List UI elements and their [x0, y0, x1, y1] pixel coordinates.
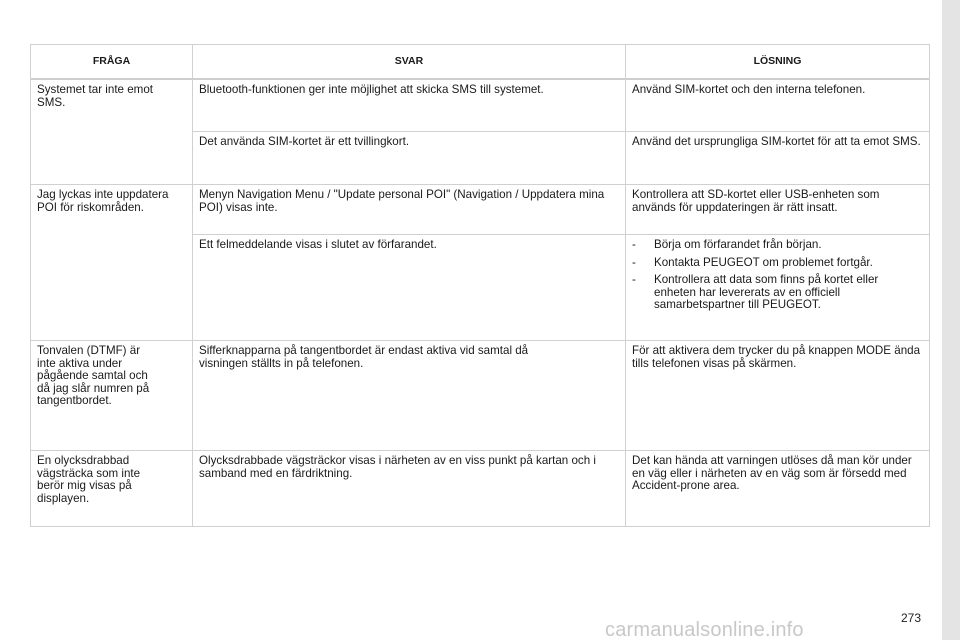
question-cell: Tonvalen (DTMF) är inte aktiva under pågående samtal och då jag slår numren på tangentbordet. [31, 341, 193, 451]
solution-cell: Använd SIM-kortet och den interna telefonen. [626, 79, 930, 132]
solution-cell: Det kan hända att varningen utlöses då man kör under en väg eller i närheten av en väg som är försedd med Accident-prone area. [626, 451, 930, 527]
answer-cell: Ett felmeddelande visas i slutet av förfarandet. [193, 235, 626, 341]
page-number: 273 [901, 611, 922, 625]
header-solution: LÖSNING [626, 45, 930, 80]
solution-cell: För att aktivera dem trycker du på knappen MODE ända tills telefonen visas på skärmen. [626, 341, 930, 451]
table-row [31, 341, 930, 451]
header-question: FRÅGA [31, 45, 193, 80]
answer-cell: Det använda SIM-kortet är ett tvillingkort. [193, 132, 626, 185]
faq-table [30, 44, 930, 527]
answer-cell: Sifferknapparna på tangentbordet är endast aktiva vid samtal då visningen ställts in på telefonen. [193, 341, 626, 451]
table-row [31, 451, 930, 527]
table-header-row [31, 45, 930, 80]
list-item: - Kontakta PEUGEOT om problemet fortgår. [632, 255, 873, 269]
solution-cell: Använd det ursprungliga SIM-kortet för att ta emot SMS. [626, 132, 930, 185]
solution-list [632, 239, 924, 312]
list-item: - Börja om förfarandet från början. [632, 238, 822, 251]
footer-watermark: carmanualsonline.info [605, 619, 804, 641]
table-row [31, 79, 930, 132]
solution-cell: Kontrollera att SD-kortet eller USB-enheten som används för uppdateringen är rätt insatt. [626, 185, 930, 235]
question-cell: Jag lyckas inte uppdatera POI för riskområden. [31, 185, 193, 341]
list-item: - Kontrollera att data som finns på kortet eller enheten har levererats av en officiell samarbetspartner till PEUGEOT. [632, 273, 879, 312]
header-answer: SVAR [193, 45, 626, 80]
answer-cell: Bluetooth-funktionen ger inte möjlighet att skicka SMS till systemet. [193, 79, 626, 132]
question-cell: En olycksdrabbad vägsträcka som inte berör mig visas på displayen. [31, 451, 193, 527]
answer-cell: Menyn Navigation Menu / "Update personal POI" (Navigation / Uppdatera mina POI) visas inte. [193, 185, 626, 235]
side-strip [942, 0, 960, 640]
answer-cell: Olycksdrabbade vägsträckor visas i närheten av en viss punkt på kartan och i samband med en färdriktning. [193, 451, 626, 527]
table-row [31, 185, 930, 235]
question-cell: Systemet tar inte emot SMS. [31, 79, 193, 185]
solution-cell [626, 235, 930, 341]
